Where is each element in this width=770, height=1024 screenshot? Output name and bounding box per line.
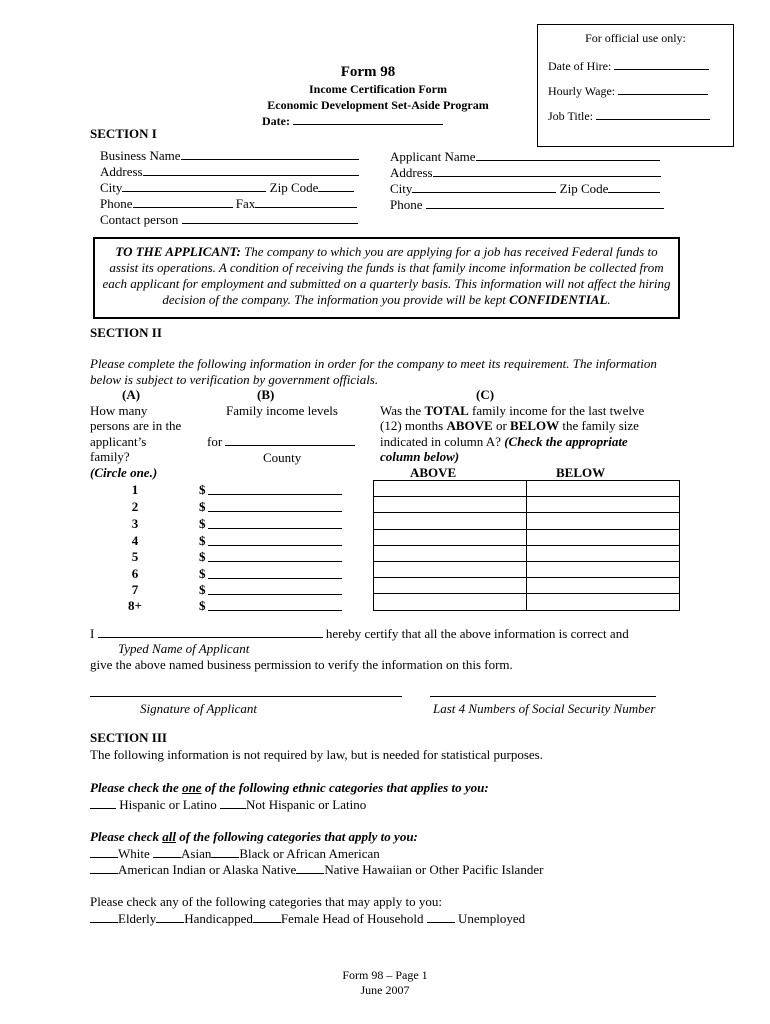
c1a: Was the xyxy=(380,403,425,418)
date-label: Date: xyxy=(262,114,290,128)
below-cell[interactable] xyxy=(527,545,680,561)
col-a-line-1: How many xyxy=(90,403,148,418)
family-size-2[interactable]: 2 xyxy=(131,499,139,514)
grid-row xyxy=(374,578,680,594)
applicant-phone-field[interactable] xyxy=(390,197,664,213)
c2c: or xyxy=(492,418,511,433)
c2b: ABOVE xyxy=(446,418,493,433)
grid-row xyxy=(374,545,680,561)
notice-body: The company to which you are applying for a job has received Federal funds to assist its operations. A condition of receiving the funds is that family income information be collected from each applicant for employment and submitted on a quarterly basis. This information will not affect the hiring decision of the company. The information you provide will be kept xyxy=(102,244,671,307)
race-options-row-2 xyxy=(90,862,543,878)
q2a: Please check xyxy=(90,829,163,844)
c2a: (12) months xyxy=(380,418,447,433)
applicant-notice-box xyxy=(93,237,680,319)
race-options-row-1 xyxy=(90,846,380,862)
black-label: Black or African American xyxy=(239,846,380,861)
col-a-line-4: family? xyxy=(90,449,130,464)
business-city-label: City xyxy=(100,180,123,195)
certification-line xyxy=(90,626,629,642)
business-name-label: Business Name xyxy=(100,148,181,163)
typed-name-field[interactable] xyxy=(98,626,323,638)
column-a-heading: (A) xyxy=(122,387,141,402)
below-cell[interactable] xyxy=(527,561,680,577)
footer-page: Form 98 – Page 1 xyxy=(342,968,428,982)
q2c: of the following categories that apply to you: xyxy=(175,829,418,844)
handicapped-label: Handicapped xyxy=(184,911,253,926)
section-2-heading: SECTION II xyxy=(90,325,162,340)
q1c: of the following ethnic categories that applies to you: xyxy=(201,780,489,795)
above-cell[interactable] xyxy=(374,561,527,577)
female-head-label: Female Head of Household xyxy=(280,911,427,926)
business-fax-label: Fax xyxy=(235,196,256,211)
grid-row xyxy=(374,497,680,513)
dollar-sign: $ xyxy=(199,598,206,613)
col-b-for-label: for xyxy=(207,434,223,449)
below-cell[interactable] xyxy=(527,594,680,610)
c2d: BELOW xyxy=(510,418,560,433)
col-c-line-4: column below) xyxy=(380,449,460,464)
income-level-field[interactable] xyxy=(208,516,342,529)
contact-person-label: Contact person xyxy=(100,212,179,227)
white-label: White xyxy=(118,846,154,861)
applicant-name-label: Applicant Name xyxy=(390,149,476,164)
col-b-county-label: County xyxy=(263,450,302,465)
ssn-line[interactable] xyxy=(430,696,656,697)
c3a: indicated in column A? xyxy=(380,434,505,449)
ssn-caption: Last 4 Numbers of Social Security Number xyxy=(433,701,656,716)
ethnic-options xyxy=(90,797,366,813)
dollar-sign: $ xyxy=(199,549,206,564)
hawaiian-label: Native Hawaiian or Other Pacific Islander xyxy=(324,862,544,877)
col-c-line-1 xyxy=(380,403,644,419)
below-cell[interactable] xyxy=(527,578,680,594)
col-a-line-2: persons are in the xyxy=(90,418,182,433)
above-cell[interactable] xyxy=(374,594,527,610)
column-b-heading: (B) xyxy=(257,387,275,402)
dollar-sign: $ xyxy=(199,482,206,497)
applicant-address-field[interactable] xyxy=(390,165,661,181)
elderly-checkbox[interactable] xyxy=(90,911,118,923)
col-a-line-3: applicant’s xyxy=(90,434,147,449)
date-field[interactable] xyxy=(262,113,443,129)
below-cell[interactable] xyxy=(527,513,680,529)
income-level-field[interactable] xyxy=(208,499,342,512)
income-level-field[interactable] xyxy=(208,482,342,495)
above-cell[interactable] xyxy=(374,497,527,513)
official-use-box xyxy=(537,24,734,147)
section-2-intro-line-1: Please complete the following information in order for the company to meet its requirement. The information xyxy=(90,356,657,371)
income-level-field[interactable] xyxy=(208,582,342,595)
notice-lead: TO THE APPLICANT: xyxy=(115,244,241,259)
dollar-sign: $ xyxy=(199,566,206,581)
family-size-3[interactable]: 3 xyxy=(131,516,139,531)
col-c-line-3 xyxy=(380,434,628,450)
white-checkbox[interactable] xyxy=(90,846,118,858)
business-address-label: Address xyxy=(100,164,143,179)
permission-text: give the above named business permission to verify the information on this form. xyxy=(90,657,513,672)
ethnic-question xyxy=(90,780,489,796)
above-cell[interactable] xyxy=(374,578,527,594)
q1b: one xyxy=(182,780,202,795)
above-cell[interactable] xyxy=(374,545,527,561)
business-address-field[interactable] xyxy=(100,164,359,180)
family-size-6[interactable]: 6 xyxy=(131,566,139,581)
other-categories-question: Please check any of the following categories that may apply to you: xyxy=(90,894,442,909)
elderly-label: Elderly xyxy=(118,911,157,926)
american-indian-checkbox[interactable] xyxy=(90,862,118,874)
business-city-field[interactable] xyxy=(100,180,354,196)
female-head-checkbox[interactable] xyxy=(253,911,281,923)
form-title: Income Certification Form xyxy=(309,82,447,96)
american-indian-label: American Indian or Alaska Native xyxy=(118,862,297,877)
certify-i: I xyxy=(90,626,95,641)
dollar-sign: $ xyxy=(199,582,206,597)
col-a-line-5: (Circle one.) xyxy=(90,465,158,480)
notice-end: . xyxy=(607,292,611,307)
applicant-name-field[interactable] xyxy=(390,149,660,165)
above-cell[interactable] xyxy=(374,481,527,497)
not-hispanic-checkbox[interactable] xyxy=(220,797,246,809)
q2b: all xyxy=(162,829,176,844)
grid-row xyxy=(374,513,680,529)
col-b-line-1: Family income levels xyxy=(226,403,338,418)
notice-confidential: CONFIDENTIAL xyxy=(509,292,608,307)
official-use-title: For official use only: xyxy=(585,31,686,45)
county-field[interactable] xyxy=(207,434,355,450)
certify-text: hereby certify that all the above information is correct and xyxy=(325,626,629,641)
below-cell[interactable] xyxy=(527,497,680,513)
c1c: family income for the last twelve xyxy=(468,403,645,418)
signature-caption: Signature of Applicant xyxy=(140,701,257,716)
grid-row xyxy=(374,561,680,577)
unemployed-label: Unemployed xyxy=(454,911,526,926)
business-phone-field[interactable] xyxy=(100,196,357,212)
c1b: TOTAL xyxy=(424,403,469,418)
below-column-label: BELOW xyxy=(556,465,606,480)
c2e: the family size xyxy=(559,418,639,433)
hispanic-label: Hispanic or Latino xyxy=(116,797,220,812)
income-level-field[interactable] xyxy=(208,533,342,546)
above-cell[interactable] xyxy=(374,513,527,529)
black-checkbox[interactable] xyxy=(211,846,239,858)
grid-row xyxy=(374,481,680,497)
race-question xyxy=(90,829,418,845)
above-below-grid xyxy=(373,480,680,611)
c3b: (Check the appropriate xyxy=(504,434,628,449)
section-1-heading: SECTION I xyxy=(90,126,157,141)
date-of-hire-field[interactable] xyxy=(548,58,709,74)
applicant-zip-label: Zip Code xyxy=(559,181,609,196)
col-c-line-2 xyxy=(380,418,639,434)
dollar-sign: $ xyxy=(199,516,206,531)
not-hispanic-label: Not Hispanic or Latino xyxy=(245,797,367,812)
family-size-4[interactable]: 4 xyxy=(131,533,139,548)
asian-checkbox[interactable] xyxy=(153,846,181,858)
section-2-intro-line-2: below is subject to verification by government officials. xyxy=(90,372,379,387)
applicant-city-field[interactable] xyxy=(390,181,660,197)
job-title-label: Job Title: xyxy=(548,109,594,123)
date-of-hire-label: Date of Hire: xyxy=(548,59,612,73)
grid-row xyxy=(374,594,680,610)
business-zip-label: Zip Code xyxy=(269,180,319,195)
unemployed-checkbox[interactable] xyxy=(427,911,455,923)
handicapped-checkbox[interactable] xyxy=(156,911,184,923)
hourly-wage-field[interactable] xyxy=(548,83,708,99)
income-level-field[interactable] xyxy=(208,598,342,611)
hispanic-checkbox[interactable] xyxy=(90,797,116,809)
asian-label: Asian xyxy=(181,846,212,861)
form-number: Form 98 xyxy=(340,64,396,80)
footer-date: June 2007 xyxy=(360,983,410,997)
job-title-field[interactable] xyxy=(548,108,710,124)
income-level-field[interactable] xyxy=(208,549,342,562)
family-size-5[interactable]: 5 xyxy=(131,549,139,564)
business-phone-label: Phone xyxy=(100,196,133,211)
section-3-note: The following information is not required by law, but is needed for statistical purposes. xyxy=(90,747,543,762)
program-title: Economic Development Set-Aside Program xyxy=(267,98,489,112)
section-3-heading: SECTION III xyxy=(90,730,167,745)
applicant-address-label: Address xyxy=(390,165,433,180)
above-column-label: ABOVE xyxy=(410,465,457,480)
above-cell[interactable] xyxy=(374,529,527,545)
below-cell[interactable] xyxy=(527,481,680,497)
below-cell[interactable] xyxy=(527,529,680,545)
hourly-wage-label: Hourly Wage: xyxy=(548,84,616,98)
family-size-7[interactable]: 7 xyxy=(131,582,139,597)
dollar-sign: $ xyxy=(199,533,206,548)
applicant-city-label: City xyxy=(390,181,413,196)
applicant-phone-label: Phone xyxy=(390,197,423,212)
signature-line[interactable] xyxy=(90,696,402,697)
q1a: Please check the xyxy=(90,780,183,795)
business-name-field[interactable] xyxy=(100,148,359,164)
contact-person-field[interactable] xyxy=(100,212,358,228)
grid-row xyxy=(374,529,680,545)
applicant-notice-text xyxy=(101,244,672,308)
column-c-heading: (C) xyxy=(476,387,495,402)
dollar-sign: $ xyxy=(199,499,206,514)
income-level-field[interactable] xyxy=(208,566,342,579)
typed-name-caption: Typed Name of Applicant xyxy=(118,641,250,656)
other-categories-options xyxy=(90,911,525,927)
family-size-8-plus[interactable]: 8+ xyxy=(128,598,142,613)
family-size-1[interactable]: 1 xyxy=(131,482,139,497)
hawaiian-checkbox[interactable] xyxy=(296,862,324,874)
